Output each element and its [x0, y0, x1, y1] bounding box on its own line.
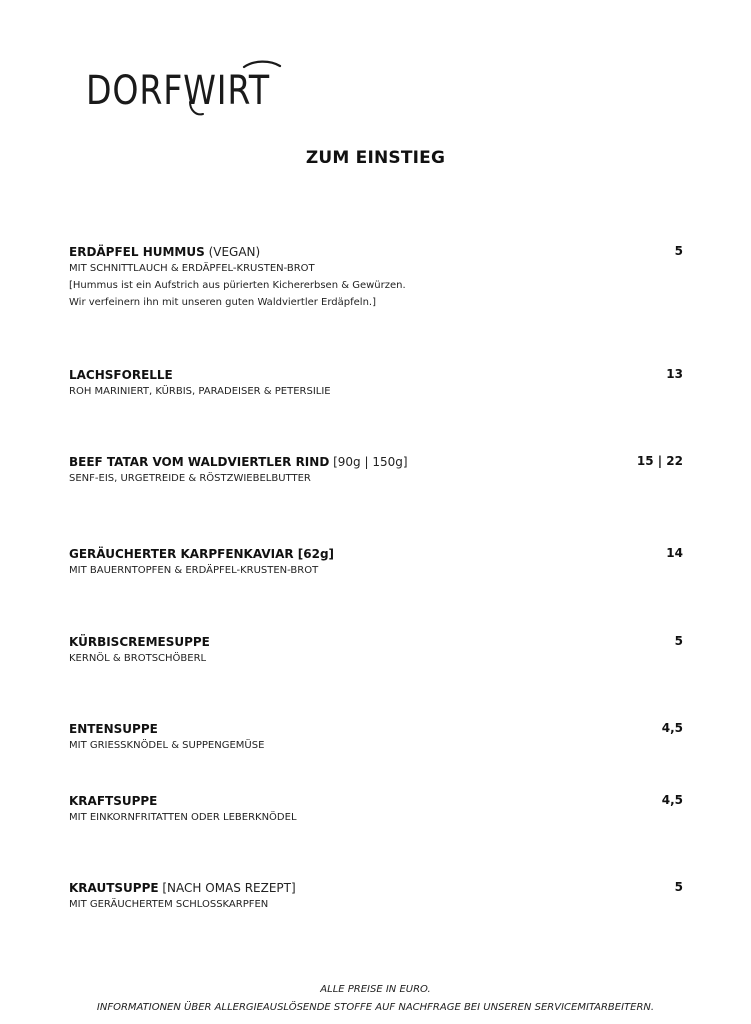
item-header [69, 878, 683, 896]
item-name: KÜRBISCREMESUPPE [69, 635, 210, 649]
item-header [69, 632, 683, 650]
item-name: ERDÄPFEL HUMMUS [69, 245, 205, 259]
item-price: 4,5 [661, 721, 683, 735]
item-description: ROH MARINIERT, KÜRBIS, PARADEISER & PETERSILIE [69, 386, 331, 397]
item-header [69, 544, 683, 562]
footer-price-note: ALLE PREISE IN EURO. [320, 984, 431, 995]
item-name: GERÄUCHERTER KARPFENKAVIAR [62g] [69, 547, 335, 561]
item-header [69, 365, 683, 383]
menu-item [69, 878, 683, 913]
item-name: ENTENSUPPE [69, 722, 158, 736]
item-header [69, 719, 683, 737]
logo-text: DORFWIRT [86, 68, 270, 114]
item-price: 15 | 22 [636, 454, 683, 468]
dorfwirt-logo [86, 58, 286, 120]
item-name: LACHSFORELLE [69, 368, 173, 382]
menu-item [69, 719, 683, 754]
menu-item [69, 242, 683, 311]
menu-item [69, 365, 683, 400]
item-price: 5 [674, 634, 683, 648]
item-description: MIT GRIESSKNÖDEL & SUPPENGEMÜSE [69, 740, 265, 751]
item-price: 5 [674, 244, 683, 258]
item-note: (VEGAN) [204, 245, 261, 259]
logo-wordmark [86, 58, 286, 120]
section-title: ZUM EINSTIEG [305, 148, 446, 168]
item-price: 13 [666, 367, 683, 381]
item-description: SENF-EIS, URGETREIDE & RÖSTZWIEBELBUTTER [69, 473, 311, 484]
menu-item [69, 632, 683, 667]
footer-allergen-note: INFORMATIONEN ÜBER ALLERGIEAUSLÖSENDE STOFFE AUF NACHFRAGE BEI UNSEREN SERVICEMITARBEITERN. [96, 1002, 655, 1013]
item-header [69, 452, 683, 470]
item-description: KERNÖL & BROTSCHÖBERL [69, 653, 207, 664]
item-description: MIT BAUERNTOPFEN & ERDÄPFEL-KRUSTEN-BROT [69, 565, 319, 576]
menu-item [69, 791, 683, 826]
item-name: BEEF TATAR VOM WALDVIERTLER RIND [69, 455, 330, 469]
menu-item [69, 544, 683, 579]
item-name: KRAUTSUPPE [69, 881, 159, 895]
menu-item [69, 452, 683, 487]
item-description: [Hummus ist ein Aufstrich aus pürierten Kichererbsen & Gewürzen. [69, 280, 406, 291]
item-header [69, 791, 683, 809]
item-description: MIT GERÄUCHERTEM SCHLOSSKARPFEN [69, 899, 269, 910]
item-note: [90g | 150g] [329, 455, 408, 469]
item-price: 14 [666, 546, 683, 560]
item-description: Wir verfeinern ihn mit unseren guten Waldviertler Erdäpfeln.] [69, 297, 376, 308]
item-description: MIT SCHNITTLAUCH & ERDÄPFEL-KRUSTEN-BROT [69, 263, 315, 274]
item-note: [NACH OMAS REZEPT] [158, 881, 296, 895]
item-name: KRAFTSUPPE [69, 794, 158, 808]
item-description: MIT EINKORNFRITATTEN ODER LEBERKNÖDEL [69, 812, 297, 823]
logo-swash [244, 62, 280, 67]
item-header [69, 242, 683, 260]
item-price: 4,5 [661, 793, 683, 807]
item-price: 5 [674, 880, 683, 894]
